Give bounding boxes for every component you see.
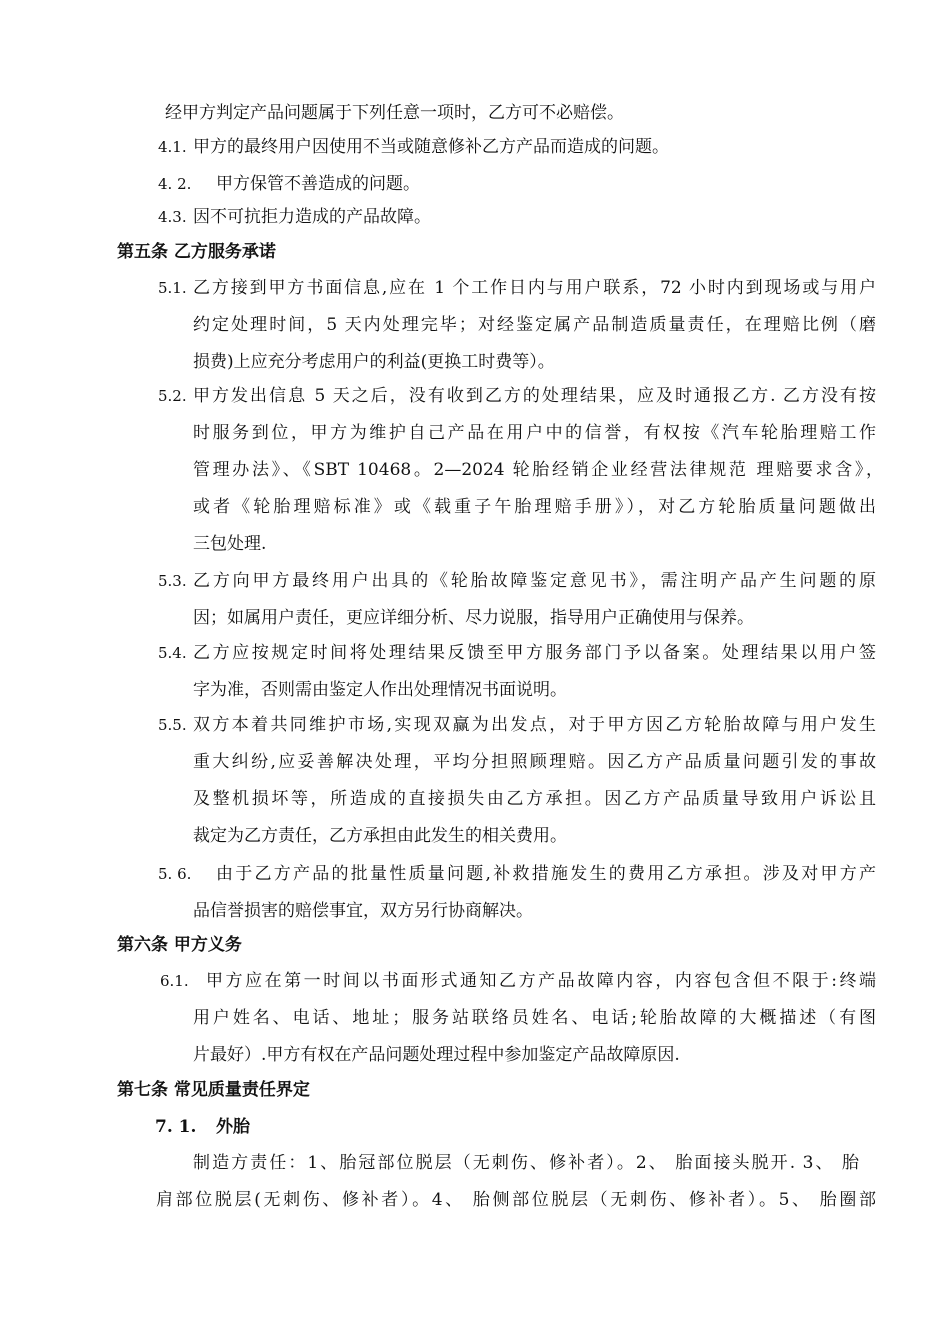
item-number: 4. 2.	[158, 175, 192, 193]
item-number: 4.1.	[158, 138, 187, 156]
item-number: 6.1.	[160, 972, 189, 990]
section-heading: 第七条 常见质量责任界定	[117, 1080, 310, 1100]
item-line: 用户姓名、电话、地址；服务站联络员姓名、电话;轮胎故障的大概描述（有图	[193, 1008, 876, 1028]
item-line: 或者《轮胎理赔标准》或《载重子午胎理赔手册》），对乙方轮胎质量问题做出	[193, 497, 876, 517]
subsection-title: 外胎	[216, 1117, 250, 1137]
item-line: 品信誉损害的赔偿事宜，双方另行协商解决。	[193, 901, 533, 921]
item-line: 管理办法》、《SBT 10468。2—2024 轮胎经销企业经营法律规范 理赔要求含》，	[193, 460, 883, 480]
item-number: 5.5.	[158, 716, 187, 734]
section-heading: 第五条 乙方服务承诺	[117, 242, 276, 262]
paragraph-line: 肩部位脱层(无刺伤、修补者）。4、 胎侧部位脱层（无刺伤、修补者）。5、 胎圈部	[156, 1190, 876, 1210]
item-line: 由于乙方产品的批量性质量问题,补救措施发生的费用乙方承担。涉及对甲方产	[216, 864, 876, 884]
item-number: 5.3.	[158, 572, 187, 590]
item-line: 字为准，否则需由鉴定人作出处理情况书面说明。	[193, 680, 567, 700]
item-text: 甲方的最终用户因使用不当或随意修补乙方产品而造成的问题。	[193, 137, 669, 157]
item-line: 三包处理.	[193, 534, 267, 554]
item-line: 时服务到位，甲方为维护自己产品在用户中的信誉，有权按《汽车轮胎理赔工作	[193, 423, 876, 443]
item-line: 双方本着共同维护市场,实现双赢为出发点，对于甲方因乙方轮胎故障与用户发生	[193, 715, 876, 735]
intro-text: 经甲方判定产品问题属于下列任意一项时，乙方可不必赔偿。	[165, 103, 624, 123]
item-number: 4.3.	[158, 208, 187, 226]
item-number: 5.4.	[158, 644, 187, 662]
item-number: 5.1.	[158, 279, 187, 297]
item-line: 重大纠纷,应妥善解决处理，平均分担照顾理赔。因乙方产品质量问题引发的事故	[193, 752, 876, 772]
item-line: 片最好）.甲方有权在产品问题处理过程中参加鉴定产品故障原因.	[193, 1045, 680, 1065]
subsection-number: 7. 1.	[155, 1117, 197, 1137]
item-line: 损费)上应充分考虑用户的利益(更换工时费等）。	[193, 352, 555, 372]
item-number: 5. 6.	[158, 865, 192, 883]
item-line: 乙方应按规定时间将处理结果反馈至甲方服务部门予以备案。处理结果以用户签	[193, 643, 876, 663]
item-line: 甲方发出信息 5 天之后，没有收到乙方的处理结果，应及时通报乙方. 乙方没有按	[193, 386, 876, 406]
section-heading: 第六条 甲方义务	[117, 935, 242, 955]
item-line: 乙方接到甲方书面信息,应在 1 个工作日内与用户联系，72 小时内到现场或与用户	[193, 278, 876, 298]
item-line: 因；如属用户责任，更应详细分析、尽力说服，指导用户正确使用与保养。	[193, 608, 754, 628]
paragraph-line: 制造方责任：1、胎冠部位脱层（无刺伤、修补者）。2、 胎面接头脱开. 3、 胎	[193, 1153, 859, 1173]
item-line: 乙方向甲方最终用户出具的《轮胎故障鉴定意见书》，需注明产品产生问题的原	[193, 571, 876, 591]
item-line: 裁定为乙方责任，乙方承担由此发生的相关费用。	[193, 826, 567, 846]
item-line: 及整机损坏等，所造成的直接损失由乙方承担。因乙方产品质量导致用户诉讼且	[193, 789, 876, 809]
item-line: 甲方应在第一时间以书面形式通知乙方产品故障内容，内容包含但不限于:终端	[206, 971, 876, 991]
item-text: 甲方保管不善造成的问题。	[216, 174, 420, 194]
item-line: 约定处理时间，5 天内处理完毕；对经鉴定属产品制造质量责任，在理赔比例（磨	[193, 315, 876, 335]
item-text: 因不可抗拒力造成的产品故障。	[193, 207, 431, 227]
item-number: 5.2.	[158, 387, 187, 405]
